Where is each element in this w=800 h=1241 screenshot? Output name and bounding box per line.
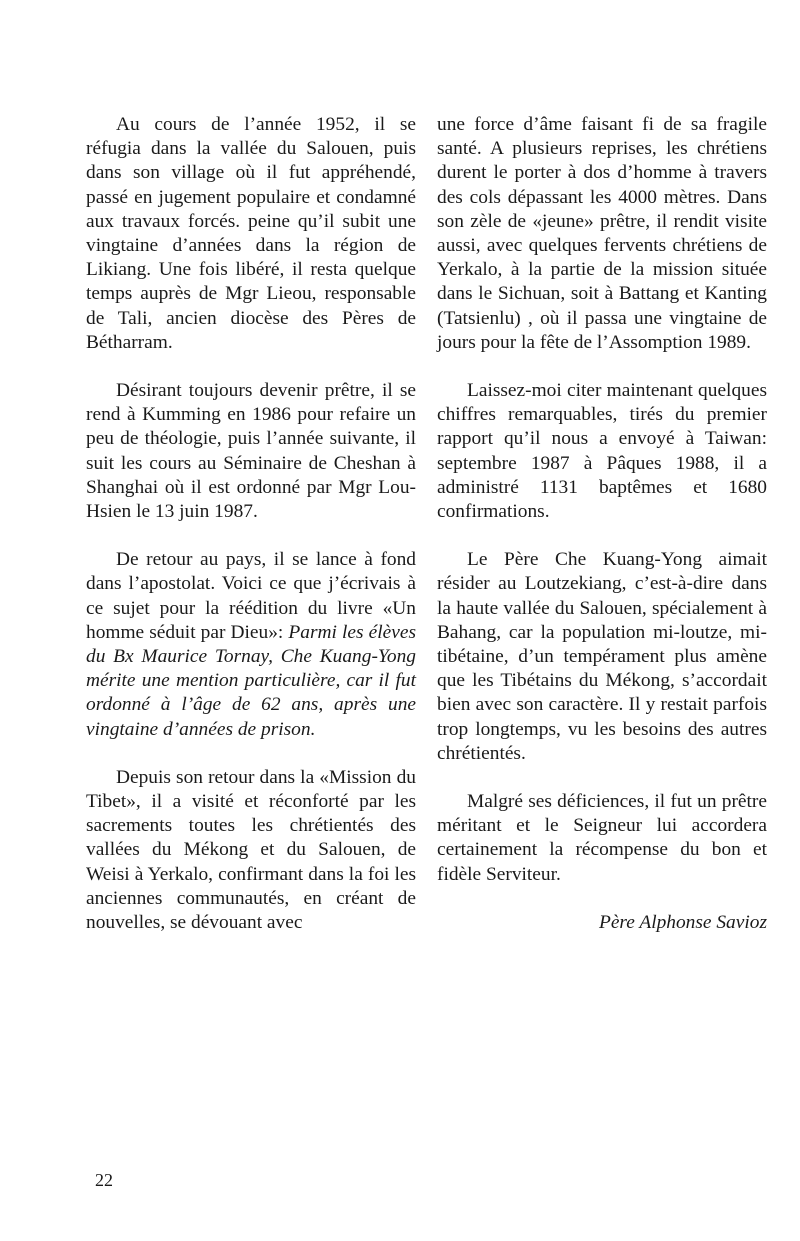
left-column	[86, 113, 416, 959]
paragraph: Depuis son retour dans la «Mission du Tibet», il a visité et réconforté par les sacrements toutes les chrétientés des vallées du Mékong et du Salouen, de Weisi à Yerkalo, confirmant dans la foi les anciennes communautés, en créant de nouvelles, se dévouant avec	[86, 766, 416, 934]
paragraph: Laissez-moi citer maintenant quelques chiffres remarquables, tirés du premier rapport qu’il nous a envoyé à Taiwan: septembre 1987 à Pâques 1988, il a administré 1131 baptêmes et 1680 confirmations.	[437, 380, 767, 523]
paragraph: Au cours de l’année 1952, il se réfugia dans la vallée du Salouen, puis dans son village où il fut appréhendé, passé en jugement populaire et condamné aux travaux forcés. peine qu’il subit une vingtaine d’années dans la région de Likiang. Une fois libéré, il resta quelque temps auprès de Mgr Lieou, responsable de Tali, ancien diocèse des Pères de Bétharram.	[86, 114, 416, 353]
signature: Père Alphonse Savioz	[598, 911, 767, 933]
paragraph-text: De retour au pays, il se lance à fond dans l’apostolat. Voici ce que j’écrivais à ce sujet pour la réédition du livre «Un homme séduit par Dieu»:	[86, 549, 416, 643]
paragraph: une force d’âme faisant fi de sa fragile santé. A plusieurs reprises, les chrétiens durent le porter à dos d’homme à travers des cols dépassant les 4000 mètres. Dans son zèle de «jeune» prêtre, il rendit visite aussi, avec quelques fervents chrétiens de Yerkalo, à la partie de la mission située dans le Sichuan, soit à Battang et Kanting (Tatsienlu) , où il passa une vingtaine de jours pour la fête de l’Assomption 1989.	[437, 114, 767, 353]
paragraph: Le Père Che Kuang-Yong aimait résider au Loutzekiang, c’est-à-dire dans la haute vallée du Salouen, spécialement à Bahang, car la population mi-loutze, mi-tibétaine, d’un tempérament plus amène que les Tibétains du Mékong, s’accordait bien avec son caractère. Il y restait parfois trop longtemps, vu les besoins des autres chrétientés.	[437, 549, 767, 764]
italic-quote: Parmi les élèves du Bx Maurice Tornay, Che Kuang-Yong mérite une mention particulière, car il fut ordonné à l’âge de 62 ans, après une vingtaine d’années de prison.	[86, 621, 416, 740]
paragraph: Malgré ses déficiences, il fut un prêtre méritant et le Seigneur lui accordera certainement la récompense du bon et fidèle Serviteur.	[437, 791, 767, 885]
paragraph: Désirant toujours devenir prêtre, il se rend à Kumming en 1986 pour refaire un peu de théologie, puis l’année suivante, il suit les cours au Séminaire de Cheshan à Shanghai où il est ordonné par Mgr Lou-Hsien le 13 juin 1987.	[86, 380, 416, 523]
paragraph	[86, 548, 416, 742]
page-number: 22	[95, 1170, 113, 1190]
right-column	[437, 113, 767, 959]
